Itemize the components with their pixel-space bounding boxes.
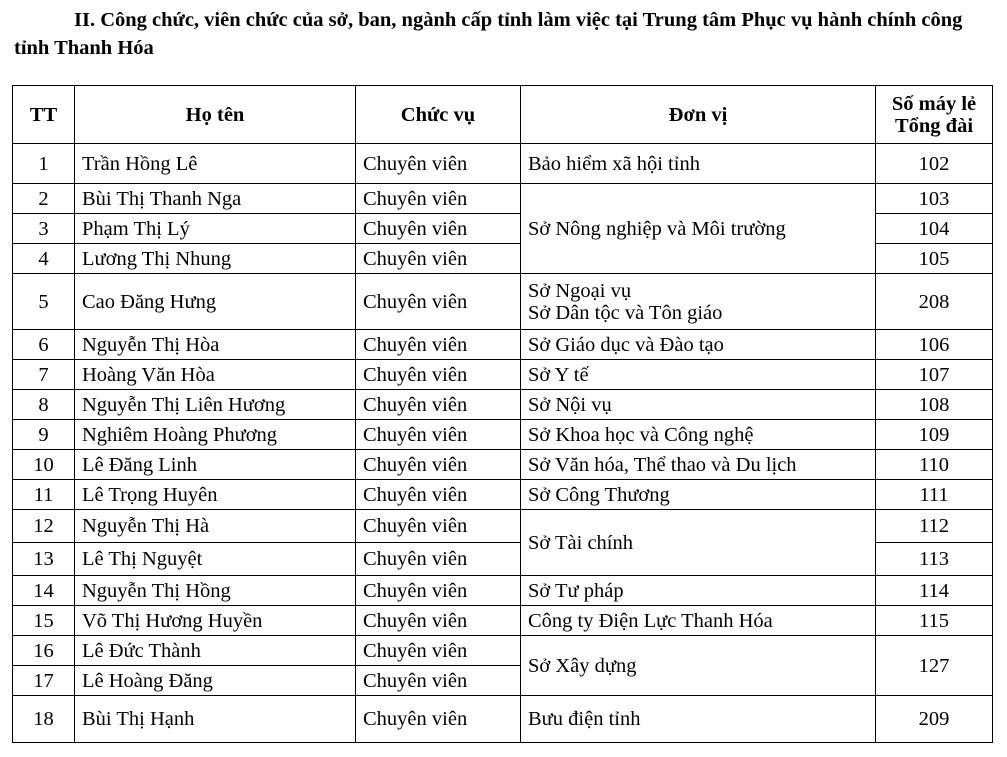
cell-position: Chuyên viên [356,576,521,606]
cell-tt: 17 [13,666,75,696]
cell-extension: 104 [876,214,993,244]
table-header-row [13,86,993,144]
cell-unit: Sở Nội vụ [521,390,876,420]
cell-position: Chuyên viên [356,510,521,543]
cell-extension: 110 [876,450,993,480]
cell-position: Chuyên viên [356,360,521,390]
cell-extension: 107 [876,360,993,390]
header-extension-line2: Tổng đài [894,114,974,137]
cell-name: Phạm Thị Lý [75,214,356,244]
cell-tt: 18 [13,696,75,743]
cell-tt: 2 [13,184,75,214]
table-row [13,274,993,330]
cell-unit-line2: Sở Dân tộc và Tôn giáo [528,301,723,324]
cell-extension: 115 [876,606,993,636]
cell-name: Bùi Thị Hạnh [75,696,356,743]
cell-extension: 106 [876,330,993,360]
cell-extension: 108 [876,390,993,420]
cell-extension: 112 [876,510,993,543]
cell-unit-line1: Sở Ngoại vụ [528,279,632,302]
cell-tt: 10 [13,450,75,480]
cell-position: Chuyên viên [356,606,521,636]
cell-name: Bùi Thị Thanh Nga [75,184,356,214]
cell-tt: 13 [13,543,75,576]
cell-unit: Bảo hiểm xã hội tỉnh [521,144,876,184]
cell-position: Chuyên viên [356,390,521,420]
cell-position: Chuyên viên [356,420,521,450]
cell-unit: Công ty Điện Lực Thanh Hóa [521,606,876,636]
cell-tt: 9 [13,420,75,450]
cell-extension: 105 [876,244,993,274]
cell-extension: 113 [876,543,993,576]
cell-extension: 208 [876,274,993,330]
cell-name: Nguyễn Thị Liên Hương [75,390,356,420]
header-position: Chức vụ [356,86,521,144]
table-row [13,576,993,606]
cell-unit: Sở Công Thương [521,480,876,510]
header-name: Họ tên [75,86,356,144]
cell-position: Chuyên viên [356,543,521,576]
section-heading: II. Công chức, viên chức của sở, ban, ngành cấp tỉnh làm việc tại Trung tâm Phục vụ hành chính công tỉnh Thanh Hóa [14,9,963,59]
cell-extension: 103 [876,184,993,214]
table-row [13,144,993,184]
cell-position: Chuyên viên [356,666,521,696]
cell-unit: Sở Tư pháp [521,576,876,606]
cell-extension: 114 [876,576,993,606]
cell-name: Lê Đức Thành [75,636,356,666]
cell-unit: Sở Xây dựng [521,636,876,696]
cell-unit [521,274,876,330]
cell-name: Hoàng Văn Hòa [75,360,356,390]
header-extension-line1: Số máy lẻ [891,92,977,115]
cell-name: Lê Hoàng Đăng [75,666,356,696]
cell-position: Chuyên viên [356,184,521,214]
cell-tt: 6 [13,330,75,360]
table-row [13,510,993,543]
cell-tt: 11 [13,480,75,510]
cell-extension: 209 [876,696,993,743]
staff-table [12,85,993,743]
table-row [13,420,993,450]
cell-extension: 127 [876,636,993,696]
cell-name: Lê Thị Nguyệt [75,543,356,576]
table-row [13,606,993,636]
table-row [13,184,993,214]
cell-tt: 12 [13,510,75,543]
cell-name: Trần Hồng Lê [75,144,356,184]
cell-unit: Sở Văn hóa, Thể thao và Du lịch [521,450,876,480]
cell-position: Chuyên viên [356,274,521,330]
cell-position: Chuyên viên [356,244,521,274]
cell-name: Lê Đăng Linh [75,450,356,480]
cell-position: Chuyên viên [356,214,521,244]
cell-name: Nguyễn Thị Hòa [75,330,356,360]
cell-tt: 4 [13,244,75,274]
cell-name: Cao Đăng Hưng [75,274,356,330]
cell-name: Lương Thị Nhung [75,244,356,274]
cell-extension: 111 [876,480,993,510]
cell-unit: Sở Giáo dục và Đào tạo [521,330,876,360]
cell-tt: 14 [13,576,75,606]
cell-tt: 3 [13,214,75,244]
cell-name: Nguyễn Thị Hà [75,510,356,543]
cell-extension: 102 [876,144,993,184]
cell-position: Chuyên viên [356,480,521,510]
table-row [13,450,993,480]
header-unit: Đơn vị [521,86,876,144]
table-row [13,696,993,743]
cell-name: Lê Trọng Huyên [75,480,356,510]
cell-tt: 15 [13,606,75,636]
cell-tt: 16 [13,636,75,666]
table-row [13,360,993,390]
cell-name: Nghiêm Hoàng Phương [75,420,356,450]
cell-unit: Sở Y tế [521,360,876,390]
table-row [13,390,993,420]
cell-unit: Sở Nông nghiệp và Môi trường [521,184,876,274]
cell-tt: 1 [13,144,75,184]
cell-tt: 8 [13,390,75,420]
cell-tt: 7 [13,360,75,390]
table-row [13,330,993,360]
cell-name: Nguyễn Thị Hồng [75,576,356,606]
cell-unit: Sở Khoa học và Công nghệ [521,420,876,450]
header-extension [876,86,993,144]
cell-position: Chuyên viên [356,450,521,480]
cell-position: Chuyên viên [356,636,521,666]
cell-unit: Sở Tài chính [521,510,876,576]
cell-name: Võ Thị Hương Huyền [75,606,356,636]
cell-position: Chuyên viên [356,330,521,360]
cell-position: Chuyên viên [356,144,521,184]
table-row [13,480,993,510]
cell-extension: 109 [876,420,993,450]
cell-position: Chuyên viên [356,696,521,743]
cell-unit: Bưu điện tỉnh [521,696,876,743]
table-row [13,636,993,666]
cell-tt: 5 [13,274,75,330]
header-tt: TT [13,86,75,144]
